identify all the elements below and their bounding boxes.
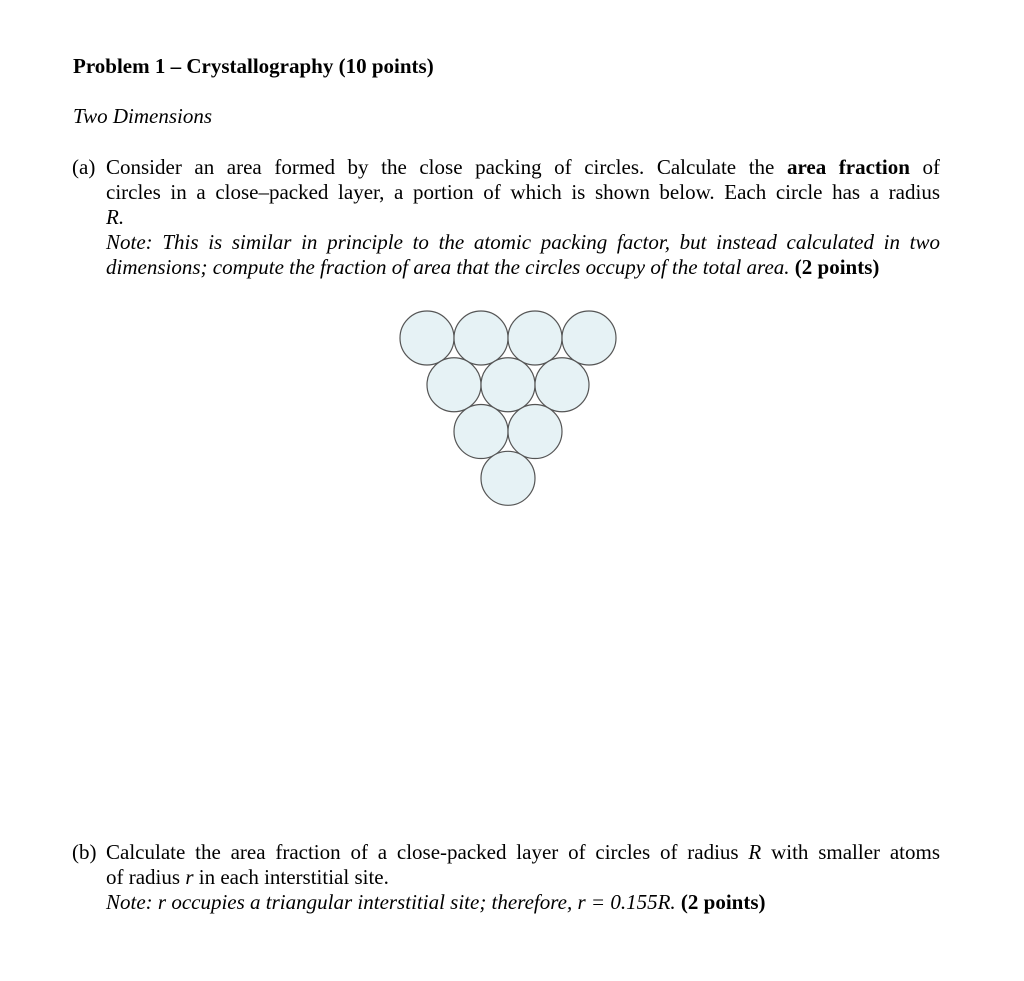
part-b-text-2b: in each interstitial site. xyxy=(198,865,389,889)
packed-circle xyxy=(508,405,562,459)
packed-circle xyxy=(454,311,508,365)
part-a-note-2 xyxy=(72,255,940,280)
packed-circle xyxy=(562,311,616,365)
part-a xyxy=(72,155,940,280)
radius-R: R xyxy=(748,840,762,864)
packed-circle xyxy=(508,311,562,365)
part-a-line-1 xyxy=(72,155,940,180)
part-a-points: (2 points) xyxy=(794,255,880,279)
part-b xyxy=(72,840,940,915)
part-a-note-text-1: Note: This is similar in principle to the atomic packing factor, but instead calculated in two xyxy=(106,230,940,254)
part-a-line-3 xyxy=(72,205,940,230)
section-subheading: Two Dimensions xyxy=(73,104,213,128)
packed-circle xyxy=(454,405,508,459)
radius-r: r xyxy=(185,865,194,889)
close-packed-circles-figure xyxy=(395,308,625,514)
part-a-line-2 xyxy=(72,180,940,205)
packed-circle xyxy=(481,451,535,505)
part-a-label: (a) xyxy=(72,155,96,179)
packed-circle xyxy=(427,358,481,412)
part-b-note-text: Note: r occupies a triangular interstitial site; therefore, r = 0.155R. xyxy=(106,890,676,914)
part-b-points: (2 points) xyxy=(680,890,766,914)
packed-circle xyxy=(481,358,535,412)
area-fraction-bold: area fraction xyxy=(786,155,910,179)
part-b-label: (b) xyxy=(72,840,97,864)
part-b-line-2 xyxy=(72,865,940,890)
packed-circle xyxy=(400,311,454,365)
part-b-text-1: Calculate the area fraction of a close-packed layer of circles of radius xyxy=(106,840,739,864)
part-a-text-1b: of xyxy=(922,155,941,179)
part-b-text-1b: with smaller atoms xyxy=(771,840,940,864)
radius-symbol: R. xyxy=(106,205,125,229)
part-a-note-1 xyxy=(72,230,940,255)
part-b-note xyxy=(72,890,940,915)
packed-circle xyxy=(535,358,589,412)
part-b-line-1 xyxy=(72,840,940,865)
part-b-text-2: of radius xyxy=(106,865,181,889)
part-a-text-1: Consider an area formed by the close packing of circles. Calculate the xyxy=(106,155,775,179)
part-a-note-text-2: dimensions; compute the fraction of area that the circles occupy of the total area. xyxy=(106,255,790,279)
problem-heading: Problem 1 – Crystallography (10 points) xyxy=(73,54,434,78)
part-a-text-2: circles in a close–packed layer, a portion of which is shown below. Each circle has a radius xyxy=(106,180,940,204)
